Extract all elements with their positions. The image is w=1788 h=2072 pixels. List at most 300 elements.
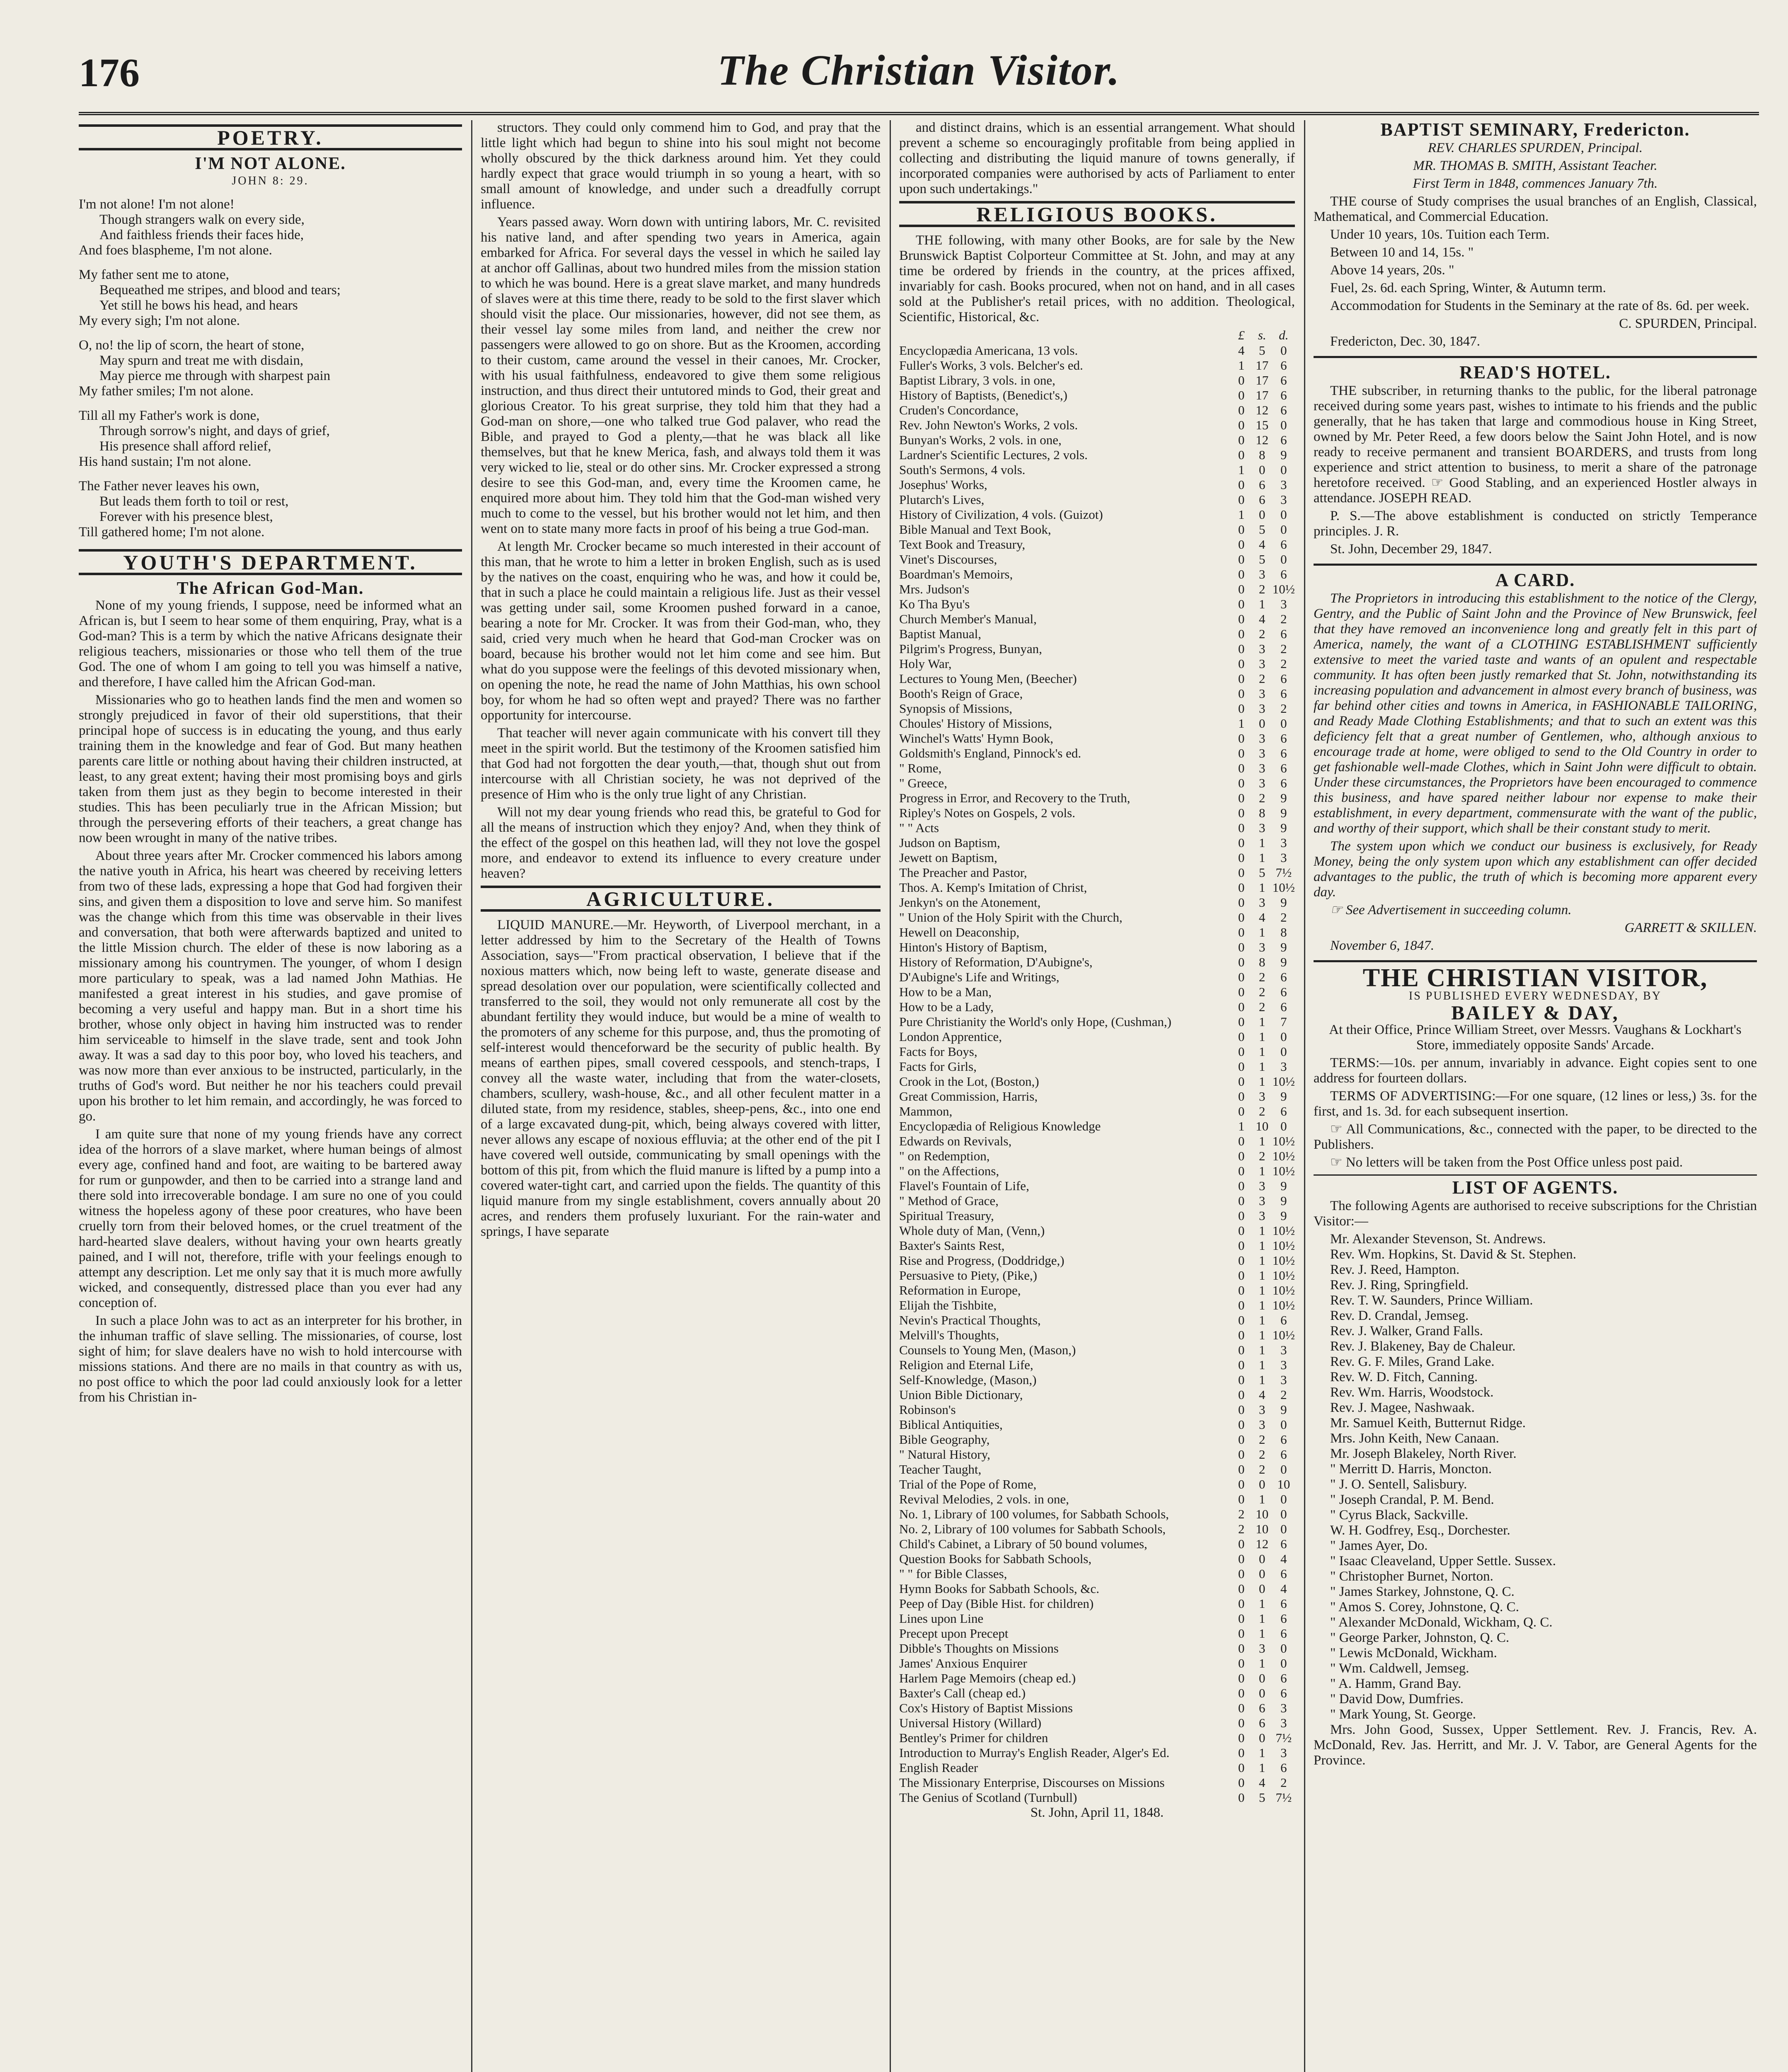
book-price-shillings: 3 xyxy=(1259,1402,1265,1417)
book-price-pounds: 0 xyxy=(1238,582,1245,596)
book-title: Bunyan's Works, 2 vols. in one, xyxy=(899,433,1062,447)
story-title: The African God-Man. xyxy=(177,579,364,598)
book-price-pence: 6 xyxy=(1280,627,1287,641)
book-title: Religion and Eternal Life, xyxy=(899,1358,1033,1372)
book-row xyxy=(899,433,1295,448)
book-price-pence: 9 xyxy=(1280,1193,1287,1208)
book-price-pounds: 0 xyxy=(1238,656,1245,671)
book-price-pounds: 0 xyxy=(1238,1790,1245,1805)
book-price-pence: 0 xyxy=(1280,1641,1287,1656)
book-price-shillings: 5 xyxy=(1259,522,1265,537)
poem-line: May pierce me through with sharpest pain xyxy=(99,368,331,383)
book-price-pounds: 0 xyxy=(1238,1745,1245,1760)
book-row xyxy=(899,746,1295,761)
book-row xyxy=(899,1477,1295,1492)
column-3 xyxy=(899,120,1295,2072)
book-price-shillings: 8 xyxy=(1259,955,1265,969)
agent-entry: " David Dow, Dumfries. xyxy=(1330,1692,1464,1706)
book-price-pence: 10½ xyxy=(1272,582,1295,596)
book-price-shillings: 1 xyxy=(1259,1626,1265,1641)
book-title: " " Acts xyxy=(899,821,939,835)
story-paragraph: Missionaries who go to heathen lands find the men and women so strongly prejudiced in favor of their old superstitions, that their principal hope of success is in educating the young, and thus early training them in the knowledge and fear of God. But many heathen parents care little or nothing about having their children instructed, at least, to any great extent; having their most promising boys and girls taken from them just as they begin to become interested in their studies. This has been peculiarly true in the African Mission; but through the persevering efforts of their teachers, a great change has now been wrought in many of the native tribes. xyxy=(79,692,462,845)
book-price-shillings: 3 xyxy=(1259,776,1265,790)
book-title: Spiritual Treasury, xyxy=(899,1208,994,1223)
book-price-pounds: 0 xyxy=(1238,731,1245,746)
book-title: Revival Melodies, 2 vols. in one, xyxy=(899,1492,1069,1506)
book-title: Jenkyn's on the Atonement, xyxy=(899,895,1041,910)
book-price-pounds: 0 xyxy=(1238,940,1245,954)
book-price-pence: 6 xyxy=(1280,1671,1287,1685)
book-title: " Union of the Holy Spirit with the Church, xyxy=(899,910,1123,925)
book-title: Lectures to Young Men, (Beecher) xyxy=(899,671,1077,686)
book-title: Robinson's xyxy=(899,1402,956,1417)
divider xyxy=(1314,356,1757,358)
book-title: Goldsmith's England, Pinnock's ed. xyxy=(899,746,1082,760)
book-price-shillings: 1 xyxy=(1259,1328,1265,1342)
book-price-pence: 6 xyxy=(1280,1566,1287,1581)
book-price-pounds: 0 xyxy=(1238,1164,1245,1178)
book-title: D'Aubigne's Life and Writings, xyxy=(899,970,1060,984)
book-price-pence: 6 xyxy=(1280,403,1287,417)
book-price-pence: 3 xyxy=(1280,1358,1287,1372)
book-price-shillings: 3 xyxy=(1259,940,1265,954)
book-price-pounds: 0 xyxy=(1238,1044,1245,1059)
book-price-pence: 9 xyxy=(1280,821,1287,835)
book-price-pounds: 0 xyxy=(1238,1641,1245,1656)
book-price-pounds: 0 xyxy=(1238,1581,1245,1596)
book-title: No. 2, Library of 100 volumes for Sabbath Schools, xyxy=(899,1522,1166,1536)
tuition-line: Accommodation for Students in the Seminary at the rate of 8s. 6d. per week. xyxy=(1330,298,1749,313)
book-price-pounds: 0 xyxy=(1238,835,1245,850)
book-price-shillings: 5 xyxy=(1259,552,1265,566)
book-row xyxy=(899,895,1295,910)
book-price-pounds: 2 xyxy=(1238,1522,1245,1536)
card-text-2: The system upon which we conduct our business is exclusively, for Ready Money, being the only system upon which any establishment can offer decided advantages to the public, the truth of which is becoming more apparent every day. xyxy=(1314,839,1757,900)
book-price-pounds: 0 xyxy=(1238,373,1245,387)
book-price-pence: 9 xyxy=(1280,806,1287,820)
book-title: No. 1, Library of 100 volumes, for Sabbath Schools, xyxy=(899,1507,1169,1521)
book-row xyxy=(899,776,1295,791)
book-price-shillings: 1 xyxy=(1259,1313,1265,1327)
poem-line: My father smiles; I'm not alone. xyxy=(79,384,254,399)
book-price-pence: 0 xyxy=(1280,1462,1287,1477)
book-price-pounds: 0 xyxy=(1238,403,1245,417)
currency-header xyxy=(899,327,1295,343)
book-title: Booth's Reign of Grace, xyxy=(899,686,1023,701)
poem-stanza xyxy=(79,338,462,399)
agent-entry: " Joseph Crandal, P. M. Bend. xyxy=(1330,1492,1494,1507)
book-price-shillings: 1 xyxy=(1259,597,1265,611)
book-title: Bible Manual and Text Book, xyxy=(899,522,1051,537)
story-paragraph: About three years after Mr. Crocker commenced his labors among the native youth in Africa, his heart was cheered by receiving letters from two of these lads, expressing a hope that God had forgiven their sins, and given them a disposition to love and serve him. So manifest was the change which from this time was observable in their lives and conversation, that both were afterwards baptized and united to the little Mission church. The elder of these is now laboring as a missionary among his countrymen. The younger, of whom I design more particulary to speak, was a lad named John Mathias. He manifested a great interest in his studies, and gave promise of becoming a very useful and happy man. But in a short time his brother, whose only object in having him instructed was to render him serviceable to himself in the slave trade, sent and took John away. It was a sad day to this poor boy, who loved his teachers, and was now more than ever anxious to be instructed, particularly, in the truths of God's word. But neither he nor his teachers could prevail upon his brother to let him remain, and accordingly, he was forced to go. xyxy=(79,848,462,1124)
book-price-pence: 6 xyxy=(1280,671,1287,686)
book-price-pounds: 0 xyxy=(1238,821,1245,835)
tuition-list xyxy=(1314,227,1757,314)
poem-line: Till gathered home; I'm not alone. xyxy=(79,525,265,540)
book-price-pounds: 0 xyxy=(1238,1104,1245,1118)
book-price-shillings: 0 xyxy=(1259,1552,1265,1566)
book-row xyxy=(899,358,1295,373)
book-title: Great Commission, Harris, xyxy=(899,1089,1038,1104)
book-price-pence: 4 xyxy=(1280,1552,1287,1566)
book-price-shillings: 3 xyxy=(1259,656,1265,671)
book-row xyxy=(899,940,1295,955)
book-title: Hinton's History of Baptism, xyxy=(899,940,1047,954)
currency-pence: d. xyxy=(1279,328,1289,342)
book-row xyxy=(899,462,1295,477)
book-title: Biblical Antiquities, xyxy=(899,1417,1003,1432)
story-body xyxy=(79,598,462,1405)
book-title: Reformation in Europe, xyxy=(899,1283,1021,1297)
book-row xyxy=(899,865,1295,880)
book-price-pence: 2 xyxy=(1280,910,1287,925)
book-title: " Greece, xyxy=(899,776,947,790)
book-row xyxy=(899,1313,1295,1328)
agent-entry: Rev. Wm. Harris, Woodstock. xyxy=(1330,1385,1494,1400)
book-price-shillings: 1 xyxy=(1259,1760,1265,1775)
book-price-shillings: 1 xyxy=(1259,1745,1265,1760)
book-price-pounds: 0 xyxy=(1238,1492,1245,1506)
agent-entry: Rev. G. F. Miles, Grand Lake. xyxy=(1330,1354,1495,1369)
book-row xyxy=(899,1328,1295,1343)
book-price-shillings: 12 xyxy=(1256,433,1269,447)
book-row xyxy=(899,597,1295,612)
book-price-pounds: 0 xyxy=(1238,1387,1245,1402)
book-title: Union Bible Dictionary, xyxy=(899,1387,1023,1402)
book-price-pence: 2 xyxy=(1280,1775,1287,1790)
book-title: Josephus' Works, xyxy=(899,477,987,492)
book-price-pence: 6 xyxy=(1280,567,1287,581)
book-row xyxy=(899,1283,1295,1298)
book-price-pounds: 0 xyxy=(1238,701,1245,716)
book-price-shillings: 2 xyxy=(1259,1000,1265,1014)
book-price-pounds: 0 xyxy=(1238,418,1245,432)
book-price-shillings: 5 xyxy=(1259,1790,1265,1805)
book-title: Cruden's Concordance, xyxy=(899,403,1019,417)
book-price-shillings: 1 xyxy=(1259,1074,1265,1089)
agent-entry: " Isaac Cleaveland, Upper Settle. Sussex. xyxy=(1330,1554,1556,1569)
book-title: Facts for Girls, xyxy=(899,1059,977,1074)
book-price-shillings: 3 xyxy=(1259,1208,1265,1223)
book-row xyxy=(899,1566,1295,1581)
column-2 xyxy=(481,120,881,2072)
agent-entry: Rev. J. Ring, Springfield. xyxy=(1330,1278,1469,1293)
book-title: " on Redemption, xyxy=(899,1149,990,1163)
agent-entry: " Lewis McDonald, Wickham. xyxy=(1330,1646,1497,1661)
book-price-shillings: 1 xyxy=(1259,1253,1265,1268)
book-price-shillings: 8 xyxy=(1259,806,1265,820)
book-price-pence: 4 xyxy=(1280,1581,1287,1596)
book-price-shillings: 1 xyxy=(1259,1358,1265,1372)
book-price-pounds: 0 xyxy=(1238,1298,1245,1312)
communications-note: ☞ All Communications, &c., connected with the paper, to be directed to the Publishers. xyxy=(1314,1122,1757,1152)
book-price-shillings: 4 xyxy=(1259,1387,1265,1402)
book-row xyxy=(899,477,1295,492)
book-row xyxy=(899,850,1295,865)
book-price-pounds: 0 xyxy=(1238,1417,1245,1432)
book-price-pounds: 0 xyxy=(1238,1775,1245,1790)
seminary-date: Fredericton, Dec. 30, 1847. xyxy=(1330,334,1480,349)
book-price-shillings: 1 xyxy=(1259,1164,1265,1178)
tuition-line: Fuel, 2s. 6d. each Spring, Winter, & Autumn term. xyxy=(1330,281,1606,295)
book-price-pence: 10½ xyxy=(1272,1149,1295,1163)
book-price-shillings: 2 xyxy=(1259,1462,1265,1477)
book-title: Nevin's Practical Thoughts, xyxy=(899,1313,1041,1327)
book-price-pence: 6 xyxy=(1280,985,1287,999)
book-title: The Genius of Scotland (Turnbull) xyxy=(899,1790,1077,1805)
book-title: South's Sermons, 4 vols. xyxy=(899,462,1026,477)
book-price-shillings: 0 xyxy=(1259,462,1265,477)
book-price-pounds: 0 xyxy=(1238,448,1245,462)
book-row xyxy=(899,1686,1295,1701)
book-price-pounds: 0 xyxy=(1238,985,1245,999)
book-price-shillings: 1 xyxy=(1259,835,1265,850)
book-price-pounds: 0 xyxy=(1238,1283,1245,1297)
column-rule xyxy=(1304,120,1305,2072)
book-row xyxy=(899,1626,1295,1641)
book-price-pence: 6 xyxy=(1280,1596,1287,1611)
story-paragraph: In such a place John was to act as an interpreter for his brother, in the inhuman traffic of slave selling. The missionaries, of course, lost sight of him; for slave dealers have no wish to hold intercourse with missions stations. And there are no mails in that country as with us, no post office to which the poor lad could anxiously look for a letter from his Christian in- xyxy=(79,1313,462,1405)
book-row xyxy=(899,1179,1295,1193)
book-price-pounds: 0 xyxy=(1238,1089,1245,1104)
book-title: " Natural History, xyxy=(899,1447,990,1462)
book-title: Encyclopædia of Religious Knowledge xyxy=(899,1119,1101,1133)
book-row xyxy=(899,522,1295,537)
agent-entry: Rev. J. Blakeney, Bay de Chaleur. xyxy=(1330,1339,1516,1354)
book-price-pounds: 0 xyxy=(1238,1000,1245,1014)
book-price-pence: 10½ xyxy=(1272,1238,1295,1253)
book-title: Child's Cabinet, a Library of 50 bound volumes, xyxy=(899,1537,1147,1551)
book-row xyxy=(899,1000,1295,1014)
book-row xyxy=(899,373,1295,388)
book-price-pence: 6 xyxy=(1280,373,1287,387)
poem xyxy=(79,197,462,540)
book-price-shillings: 6 xyxy=(1259,492,1265,507)
book-price-pence: 9 xyxy=(1280,1208,1287,1223)
book-price-pence: 9 xyxy=(1280,1402,1287,1417)
book-row xyxy=(899,1044,1295,1059)
book-price-pounds: 0 xyxy=(1238,1372,1245,1387)
book-title: Persuasive to Piety, (Pike,) xyxy=(899,1268,1037,1283)
book-title: Pure Christianity the World's only Hope, (Cushman,) xyxy=(899,1014,1171,1029)
agent-entry: " A. Hamm, Grand Bay. xyxy=(1330,1676,1461,1691)
book-price-shillings: 1 xyxy=(1259,1134,1265,1148)
book-price-shillings: 6 xyxy=(1259,477,1265,492)
book-price-pounds: 0 xyxy=(1238,1402,1245,1417)
book-price-pence: 6 xyxy=(1280,433,1287,447)
book-row xyxy=(899,1790,1295,1805)
divider xyxy=(1314,1174,1757,1176)
book-row xyxy=(899,1059,1295,1074)
book-row xyxy=(899,1134,1295,1149)
book-row xyxy=(899,627,1295,641)
book-row xyxy=(899,507,1295,522)
book-price-pence: 6 xyxy=(1280,1611,1287,1626)
book-price-pence: 0 xyxy=(1280,1417,1287,1432)
book-title: Ripley's Notes on Gospels, 2 vols. xyxy=(899,806,1075,820)
book-title: How to be a Man, xyxy=(899,985,992,999)
poem-line: O, no! the lip of scorn, the heart of stone, xyxy=(79,338,305,353)
book-price-pence: 9 xyxy=(1280,955,1287,969)
story-paragraph: That teacher will never again communicate with his convert till they meet in the spirit world. But the testimony of the Kroomen satisfied him that God had not forgotten the dear youth,—that, though shut out from intercourse with all Christian society, he was not deprived of the presence of Him who is the only true light of any Christian. xyxy=(481,726,881,802)
subscription-terms: TERMS:—10s. per annum, invariably in advance. Eight copies sent to one address for fourteen dollars. xyxy=(1314,1055,1757,1086)
book-title: Rev. John Newton's Works, 2 vols. xyxy=(899,418,1078,432)
book-price-shillings: 3 xyxy=(1259,567,1265,581)
book-price-pounds: 2 xyxy=(1238,1507,1245,1521)
book-row xyxy=(899,1492,1295,1507)
book-price-pence: 6 xyxy=(1280,1626,1287,1641)
publisher-subtitle: IS PUBLISHED EVERY WEDNESDAY, BY xyxy=(1408,990,1662,1002)
book-price-shillings: 3 xyxy=(1259,731,1265,746)
book-row xyxy=(899,791,1295,806)
book-price-pence: 2 xyxy=(1280,612,1287,626)
book-price-pence: 6 xyxy=(1280,1537,1287,1551)
book-row xyxy=(899,1552,1295,1566)
book-price-shillings: 3 xyxy=(1259,895,1265,910)
poem-line: The Father never leaves his own, xyxy=(79,479,260,494)
book-price-pence: 6 xyxy=(1280,686,1287,701)
story-paragraph: I am quite sure that none of my young friends have any correct idea of the horrors of a slave market, where human beings of almost every age, confined hand and foot, are waiting to be bartered away for rum or gunpowder, and then to be carried into a strange land and there sold into irrecoverable bondage. I am sure no one of you could witness the hopeless agony of these poor creatures, who have been cruelly torn from their beloved homes, or the cruel treatment of the hard-hearted slave dealers, without having your own hearts greatly pained, and I will not, therefore, trifle with your feelings enough to attempt any description. Let me only say that it is much more awfully wicked, and consequently, distressed place than you ever had any conception of. xyxy=(79,1127,462,1310)
book-price-pence: 3 xyxy=(1280,1059,1287,1074)
book-price-shillings: 1 xyxy=(1259,880,1265,895)
agent-entry: Mr. Alexander Stevenson, St. Andrews. xyxy=(1330,1232,1546,1247)
book-price-shillings: 2 xyxy=(1259,791,1265,805)
book-row xyxy=(899,1432,1295,1447)
book-price-pence: 6 xyxy=(1280,1686,1287,1700)
seminary-assistant: MR. THOMAS B. SMITH, Assistant Teacher. xyxy=(1413,158,1657,173)
book-price-pounds: 0 xyxy=(1238,1074,1245,1089)
card-date: November 6, 1847. xyxy=(1330,938,1435,953)
book-price-shillings: 1 xyxy=(1259,1029,1265,1044)
book-title: Dibble's Thoughts on Missions xyxy=(899,1641,1059,1656)
book-row xyxy=(899,1298,1295,1313)
agent-entry: Rev. J. Magee, Nashwaak. xyxy=(1330,1400,1475,1415)
book-price-pounds: 0 xyxy=(1238,1626,1245,1641)
book-row xyxy=(899,821,1295,835)
book-row xyxy=(899,1104,1295,1119)
book-price-pence: 6 xyxy=(1280,1104,1287,1118)
book-title: Baxter's Call (cheap ed.) xyxy=(899,1686,1026,1700)
book-price-pence: 0 xyxy=(1280,1507,1287,1521)
book-price-pounds: 0 xyxy=(1238,880,1245,895)
book-title: Fuller's Works, 3 vols. Belcher's ed. xyxy=(899,358,1083,373)
book-price-pounds: 0 xyxy=(1238,865,1245,880)
book-title: Harlem Page Memoirs (cheap ed.) xyxy=(899,1671,1076,1685)
book-price-shillings: 1 xyxy=(1259,850,1265,865)
book-price-shillings: 3 xyxy=(1259,746,1265,760)
book-row xyxy=(899,925,1295,940)
book-price-shillings: 12 xyxy=(1256,403,1269,417)
book-title: The Preacher and Pastor, xyxy=(899,865,1027,880)
book-title: James' Anxious Enquirer xyxy=(899,1656,1027,1670)
book-price-pence: 10 xyxy=(1277,1477,1290,1491)
book-price-shillings: 3 xyxy=(1259,1089,1265,1104)
book-price-shillings: 2 xyxy=(1259,1149,1265,1163)
agent-entry: " Amos S. Corey, Johnstone, Q. C. xyxy=(1330,1600,1519,1615)
card-signature: GARRETT & SKILLEN. xyxy=(1624,920,1757,935)
book-title: Encyclopædia Americana, 13 vols. xyxy=(899,343,1078,358)
book-price-pounds: 0 xyxy=(1238,1716,1245,1730)
agent-entry: Rev. Wm. Hopkins, St. David & St. Stephen. xyxy=(1330,1247,1576,1262)
book-price-shillings: 5 xyxy=(1259,865,1265,880)
hotel-date: St. John, December 29, 1847. xyxy=(1330,542,1492,557)
poem-reference: JOHN 8: 29. xyxy=(232,174,309,187)
book-price-pounds: 0 xyxy=(1238,806,1245,820)
book-price-pounds: 0 xyxy=(1238,477,1245,492)
book-row xyxy=(899,403,1295,418)
book-price-pounds: 1 xyxy=(1238,462,1245,477)
book-row xyxy=(899,1208,1295,1223)
publisher-title: THE CHRISTIAN VISITOR, xyxy=(1362,964,1708,992)
book-title: Cox's History of Baptist Missions xyxy=(899,1701,1073,1715)
book-price-pence: 9 xyxy=(1280,791,1287,805)
book-row xyxy=(899,537,1295,552)
book-price-shillings: 2 xyxy=(1259,582,1265,596)
book-price-pounds: 0 xyxy=(1238,910,1245,925)
book-row xyxy=(899,880,1295,895)
column-4 xyxy=(1314,120,1757,2072)
book-price-pounds: 0 xyxy=(1238,1029,1245,1044)
book-price-pence: 2 xyxy=(1280,641,1287,656)
book-row xyxy=(899,1119,1295,1134)
book-row xyxy=(899,716,1295,731)
book-price-shillings: 3 xyxy=(1259,701,1265,716)
book-row xyxy=(899,1760,1295,1775)
book-price-pence: 10½ xyxy=(1272,1134,1295,1148)
agent-entry: Rev. T. W. Saunders, Prince William. xyxy=(1330,1293,1533,1308)
book-title: Pilgrim's Progress, Bunyan, xyxy=(899,641,1042,656)
book-title: Boardman's Memoirs, xyxy=(899,567,1013,581)
seminary-signature: C. SPURDEN, Principal. xyxy=(1619,316,1757,331)
book-row xyxy=(899,1074,1295,1089)
book-title: The Missionary Enterprise, Discourses on Missions xyxy=(899,1775,1165,1790)
book-title: Precept upon Precept xyxy=(899,1626,1009,1641)
poem-title: I'M NOT ALONE. xyxy=(195,154,346,173)
book-price-pounds: 0 xyxy=(1238,537,1245,552)
book-price-pounds: 0 xyxy=(1238,686,1245,701)
book-title: Universal History (Willard) xyxy=(899,1716,1042,1730)
page-number: 176 xyxy=(79,51,140,95)
book-title: Facts for Boys, xyxy=(899,1044,977,1059)
book-row xyxy=(899,806,1295,821)
book-row xyxy=(899,835,1295,850)
book-price-shillings: 10 xyxy=(1256,1522,1269,1536)
agents-outro: Mrs. John Good, Sussex, Upper Settlement. Rev. J. Francis, Rev. A. McDonald, Rev. Jas. Herritt, and Mr. J. V. Tabor, are General Agents for the Province. xyxy=(1314,1722,1757,1768)
book-price-shillings: 2 xyxy=(1259,1447,1265,1462)
book-price-pounds: 0 xyxy=(1238,1731,1245,1745)
book-price-pounds: 0 xyxy=(1238,1477,1245,1491)
book-price-pence: 6 xyxy=(1280,731,1287,746)
agent-entry: " J. O. Sentell, Salisbury. xyxy=(1330,1477,1467,1492)
book-title: Church Member's Manual, xyxy=(899,612,1037,626)
book-price-shillings: 4 xyxy=(1259,1775,1265,1790)
book-price-shillings: 1 xyxy=(1259,1656,1265,1670)
book-title: Mrs. Judson's xyxy=(899,582,970,596)
currency-pounds: £ xyxy=(1238,328,1245,342)
book-price-shillings: 5 xyxy=(1259,343,1265,358)
tuition-line: Between 10 and 14, 15s. " xyxy=(1330,245,1474,260)
book-row xyxy=(899,1596,1295,1611)
book-title: Question Books for Sabbath Schools, xyxy=(899,1552,1092,1566)
book-price-pounds: 0 xyxy=(1238,671,1245,686)
book-title: Thos. A. Kemp's Imitation of Christ, xyxy=(899,880,1087,895)
book-price-pounds: 0 xyxy=(1238,1149,1245,1163)
book-price-shillings: 4 xyxy=(1259,910,1265,925)
book-price-shillings: 15 xyxy=(1256,418,1269,432)
book-price-pence: 9 xyxy=(1280,1179,1287,1193)
book-price-shillings: 2 xyxy=(1259,671,1265,686)
book-price-pence: 3 xyxy=(1280,1372,1287,1387)
